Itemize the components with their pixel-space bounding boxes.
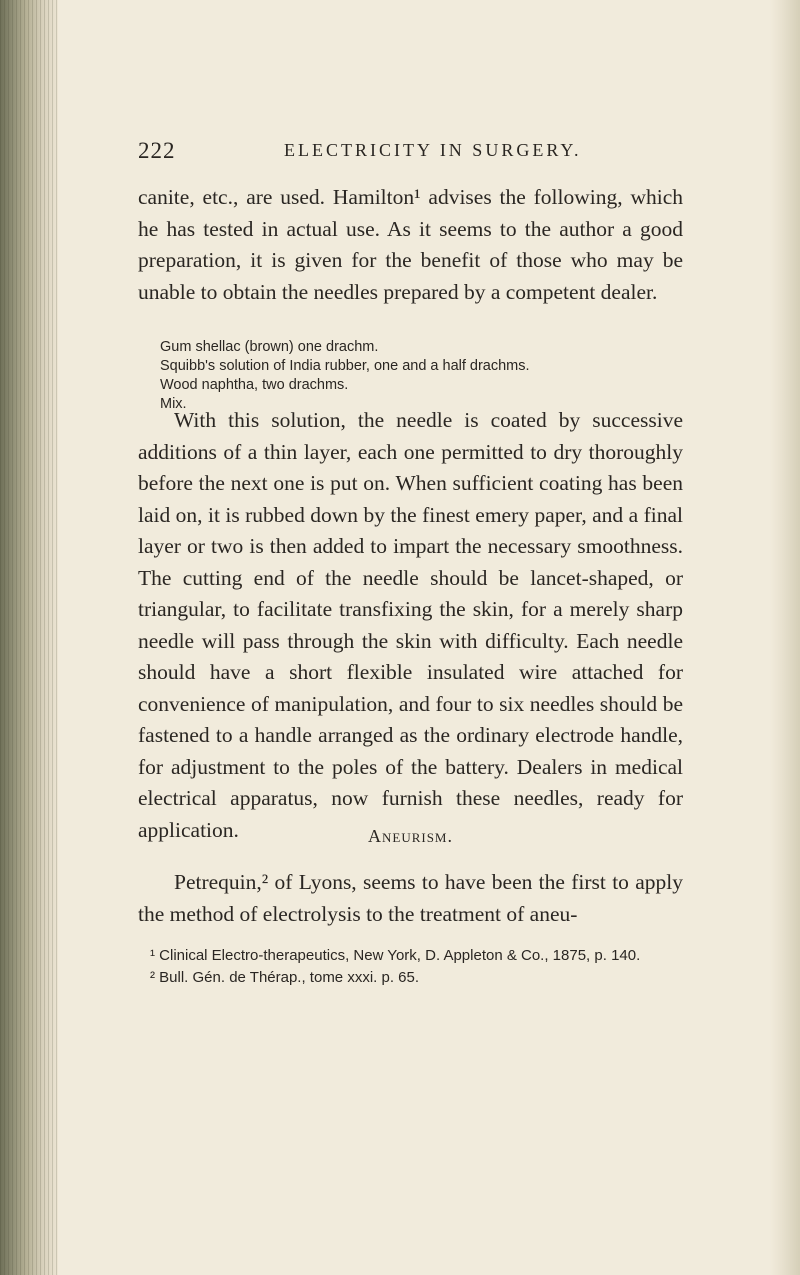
recipe-line: Gum shellac (brown) one drachm.: [160, 339, 379, 355]
page-header: [138, 138, 658, 168]
section-heading: Aneurism.: [367, 826, 453, 846]
footnotes: [138, 945, 698, 989]
footnote: ² Bull. Gén. de Thérap., tome xxxi. p. 65.: [150, 969, 420, 986]
page-number: 222: [138, 138, 176, 163]
paragraph-coating: With this solution, the needle is coated by successive additions of a thin layer, each one permitted to dry thoroughly before the next one is put on. When sufficient coating has been laid on, it is rubbed down by the finest emery paper, and a final layer or two is then added to impart the necessary smoothness. The cutting end of the needle should be lancet-shaped, or triangular, to facilitate transfixing the skin, for a merely sharp needle will pass through the skin with difficulty. Each needle should have a short flexible insulated wire attached for convenience of manipulation, and four to six needles should be fastened to a handle arranged as the ordinary electrode handle, for adjustment to the poles of the battery. Dealers in medical electrical apparatus, now furnish these needles, ready for application.: [138, 408, 683, 842]
recipe-list: [160, 338, 700, 414]
paragraph-intro: canite, etc., are used. Hamilton¹ advises the following, which he has tested in actual use. As it seems to the author a good preparation, it is given for the benefit of those who may be unable to obtain the needles prepared by a competent dealer.: [138, 185, 683, 304]
recipe-line: Mix.: [160, 396, 187, 412]
footnote: ¹ Clinical Electro-therapeutics, New York, D. Appleton & Co., 1875, p. 140.: [150, 947, 641, 964]
recipe-line: Squibb's solution of India rubber, one and a half drachms.: [160, 358, 530, 374]
paragraph-aneurism: Petrequin,² of Lyons, seems to have been the first to apply the method of electrolysis to the treatment of aneu-: [138, 870, 683, 926]
running-title: ELECTRICITY IN SURGERY.: [284, 140, 582, 160]
recipe-line: Wood naphtha, two drachms.: [160, 377, 349, 393]
